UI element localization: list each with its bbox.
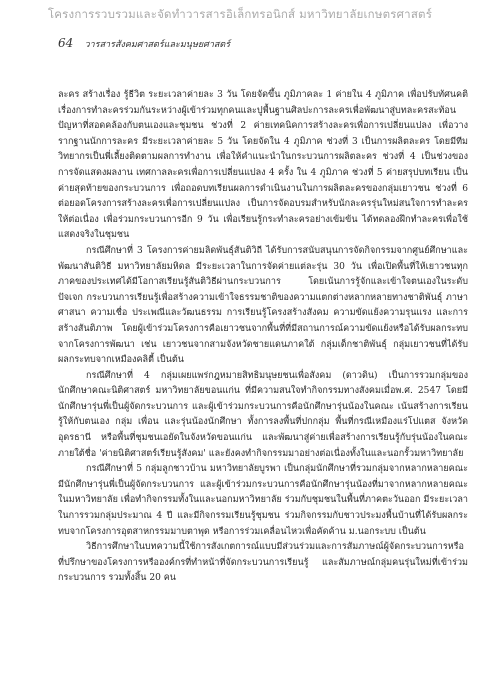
paragraph-intro-continued: ละคร สร้างเรื่อง รู้ธีวิต ระยะเวลาค่ายละ 3 วัน โดยจัดขึ้น ภูมิภาคละ 1 ค่ายใน 4 ภูมิภาค เพื่อปรับทัศนคติเรื่องการทำละครร่วมกันระหว่างผู้เข้าร่วมทุกคนและปูพื้นฐานศิลปะการละครเพื่อพัฒนาสู่บทละครสะท้อนปัญหาที่สอดคล้องกับตนเองและชุมชน ช่วงที่ 2 ค่ายเทคนิคการสร้างละครเพื่อการเปลี่ยนแปลง เพื่อวางรากฐานนักการละคร มีระยะเวลาค่ายละ 5 วัน โดยจัดใน 4 ภูมิภาค ช่วงที่ 3 เป็นการผลิตละคร โดยมีทีมวิทยากรเป็นพี่เลี้ยงติดตามผลการทำงาน เพื่อให้คำแนะนำในกระบวนการผลิตละคร ช่วงที่ 4 เป็นช่วงของการจัดแสดงผลงาน เทศกาลละครเพื่อการเปลี่ยนแปลง 4 ครั้ง ใน 4 ภูมิภาค ช่วงที่ 5 ค่ายสรุปบทเรียน เป็นค่ายสุดท้ายของกระบวนการ เพื่อถอดบทเรียนผลการดำเนินงานในการผลิตละครของกลุ่มเยาวชน ช่วงที่ 6 ต่อยอดโครงการสร้างละครเพื่อการเปลี่ยนแปลง เป็นการจัดอบรมสำหรับนักละครรุ่นใหม่สนใจการทำละครให้ต่อเนื่อง เพื่อร่วมกระบวนการอีก 9 วัน เพื่อเรียนรู้กระทำละครอย่างเข้มข้น ได้ทดลองฝึกทำละครเพื่อใช้แสดงจริงในชุมชน — [58, 90, 468, 241]
page-header — [58, 36, 230, 51]
header-title: โครงการรวบรวมและจัดทำวารสารอิเล็กทรอนิกส์ มหาวิทยาลัยเกษตรศาสตร์ — [47, 7, 433, 21]
journal-name: วารสารสังคมศาสตร์และมนุษยศาสตร์ — [84, 40, 231, 50]
paragraph-case-study-4: กรณีศึกษาที่ 4 กลุ่มเผยแพร่กฎหมายสิทธิมนุษยชนเพื่อสังคม (ดาวดิน) เป็นการรวมกลุ่มของนักศึกษาคณะนิติศาสตร์ มหาวิทยาลัยขอนแก่น ที่มีความสนใจทำกิจกรรมทางสังคมเมื่อพ.ศ. 2547 โดยมีนักศึกษารุ่นพี่เป็นผู้จัดกระบวนการ และผู้เข้าร่วมกระบวนการคือนักศึกษารุ่นน้องในคณะ เน้นสร้างการเรียนรู้ให้กับตนเอง กลุ่ม เพื่อน และรุ่นน้องนักศึกษา ทั้งการลงพื้นที่ปกกลุ่ม พื้นที่กรณีเหมืองแร่โปแตส จังหวัดอุดรธานี หรือพื้นที่ชุมชนเอยัดในจังหวัดขอนแก่น และพัฒนาสู่ค่ายเพื่อสร้างการเรียนรู้กับรุ่นน้องในคณะภายใต้ชื่อ 'ค่ายนิติศาสตร์เรียนรู้สังคม' และยังคงทำกิจกรรมมาอย่างต่อเนื่องทั้งในและนอกรั้วมหาวิทยาลัย — [58, 370, 468, 459]
paragraph-methodology: วิธีการศึกษาในบทความนี้ใช้การสังเกตการณ์แบบมีส่วนร่วมและการสัมภาษณ์ผู้จัดกระบวนการหรือที่ปรึกษาของโครงการหรือองค์กรที่ทำหน้าที่จัดกระบวนการเรียนรู้ และสัมภาษณ์กลุ่มคนรุ่นใหม่ที่เข้าร่วมกระบวนการ รวมทั้งสิ้น 20 คน — [58, 542, 468, 584]
page-number: 64 — [58, 36, 74, 50]
paragraph-case-study-5: กรณีศึกษาที่ 5 กลุ่มลูกชาวบ้าน มหาวิทยาลัยบูรพา เป็นกลุ่มนักศึกษาที่รวมกลุ่มจากหลากหลายคณะ มีนักศึกษารุ่นพี่เป็นผู้จัดกระบวนการ และผู้เข้าร่วมกระบวนการคือนักศึกษารุ่นน้องที่มาจากหลากหลายคณะในมหาวิทยาลัย เพื่อทำกิจกรรมทั้งในและนอกมหาวิทยาลัย ร่วมกับชุมชนในพื้นที่ภาคตะวันออก มีระยะเวลาในการรวมกลุ่มประมาณ 4 ปี และมีกิจกรรมเรียนรู้ชุมชน ร่วมกิจกรรมกับชาวประมงพื้นบ้านที่ได้รับผลกระทบจากโครงการอุตสาหกรรมมาบตาพุด หรือการร่วมเคลื่อนไหวเพื่อคัดค้าน ม.นอกระบบ เป็นต้น — [58, 464, 468, 537]
body-text — [58, 88, 468, 587]
paragraph-case-study-3: กรณีศึกษาที่ 3 โครงการค่ายมลิดพันธุ์สันติวิถี ได้รับการสนับสนุนการจัดกิจกรรมจากศูนย์ศึกษาและพัฒนาสันติวิธี มหาวิทยาลัยมหิดล มีระยะเวลาในการจัดค่ายแต่ละรุ่น 30 วัน เพื่อเปิดพื้นที่ให้เยาวชนทุกภาคของประเทศได้มีโอกาสเรียนรู้สันติวิธีผ่านกระบวนการ โดยเน้นการรู้จักและเข้าใจตนเองในระดับปัจเจก กระบวนการเรียนรู้เพื่อสร้างความเข้าใจธรรมชาติของความแตกต่างหลากหลายทางชาติพันธุ์ ภาษา ศาสนา ความเชื่อ ประเพณีและวัฒนธรรม การเรียนรู้โครงสร้างสังคม ความขัดแย้งความรุนแรง และการสร้างสันติภาพ โดยผู้เข้าร่วมโครงการคือเยาวชนจากพื้นที่ที่มีสถานการณ์ความขัดแย้งหรือได้รับผลกระทบจากโครงการพัฒนา เช่น เยาวชนจากสามจังหวัดชายแดนภาคใต้ กลุ่มเด็กชาติพันธุ์ กลุ่มเยาวชนที่ได้รับผลกระทบจากเหมืองคลิตี้ เป็นต้น — [58, 245, 468, 366]
